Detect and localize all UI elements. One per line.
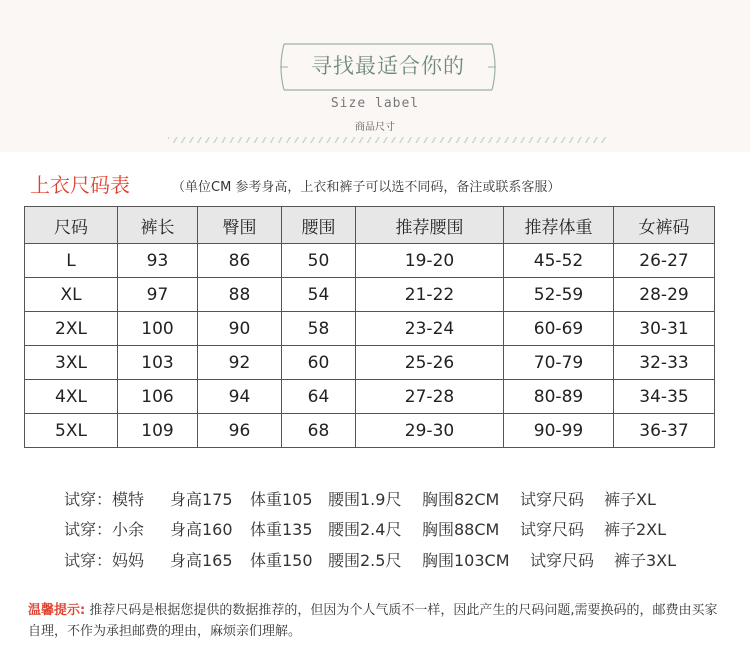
table-cell: 103	[118, 346, 198, 380]
table-cell: 80-89	[504, 380, 614, 414]
table-cell: 106	[118, 380, 198, 414]
table-cell: 100	[118, 312, 198, 346]
tryon-pants: 裤子3XL	[614, 551, 677, 570]
tryon-weight: 体重135	[250, 520, 313, 539]
header-band	[0, 0, 750, 152]
tryon-size-label: 试穿尺码	[520, 520, 585, 539]
tryon-height: 身高160	[170, 520, 233, 539]
table-cell: 88	[198, 278, 282, 312]
tryon-person: 试穿：妈妈	[64, 551, 145, 570]
tryon-height: 身高165	[170, 551, 233, 570]
table-cell: 54	[282, 278, 356, 312]
table-cell: 50	[282, 244, 356, 278]
table-cell: 60	[282, 346, 356, 380]
tryon-size-label: 试穿尺码	[530, 551, 595, 570]
size-table	[24, 206, 715, 448]
table-cell: 5XL	[25, 414, 118, 448]
table-cell: 94	[198, 380, 282, 414]
warm-tip	[28, 600, 728, 642]
table-cell: L	[25, 244, 118, 278]
table-cell: 60-69	[504, 312, 614, 346]
table-cell: 27-28	[356, 380, 504, 414]
table-cell: 36-37	[614, 414, 715, 448]
tryon-size-label: 试穿尺码	[520, 490, 585, 509]
header-waist: 腰围	[282, 207, 356, 244]
table-cell: 70-79	[504, 346, 614, 380]
table-header-row	[25, 207, 715, 244]
table-row	[25, 414, 715, 448]
header-women-size: 女裤码	[614, 207, 715, 244]
subtitle-english: Size label	[330, 96, 420, 111]
section-note: （单位CM 参考身高，上衣和裤子可以选不同码，备注或联系客服）	[172, 180, 561, 195]
header-hip: 臀围	[198, 207, 282, 244]
table-cell: 96	[198, 414, 282, 448]
header-recommended-weight: 推荐体重	[504, 207, 614, 244]
table-cell: 93	[118, 244, 198, 278]
tryon-chest: 胸围103CM	[422, 551, 510, 570]
table-cell: 68	[282, 414, 356, 448]
table-row	[25, 312, 715, 346]
table-cell: 26-27	[614, 244, 715, 278]
table-cell: 86	[198, 244, 282, 278]
table-cell: 23-24	[356, 312, 504, 346]
tryon-person: 试穿：模特	[64, 490, 145, 509]
table-cell: 29-30	[356, 414, 504, 448]
table-cell: 3XL	[25, 346, 118, 380]
hatched-divider	[168, 137, 608, 143]
table-cell: 28-29	[614, 278, 715, 312]
table-row	[25, 380, 715, 414]
tip-label: 温馨提示:	[28, 603, 86, 618]
subtitle-chinese: 商品尺寸	[355, 122, 395, 133]
table-cell: 21-22	[356, 278, 504, 312]
tryon-weight: 体重150	[250, 551, 313, 570]
section-title: 上衣尺码表	[30, 173, 130, 197]
table-cell: 58	[282, 312, 356, 346]
page-title: 寻找最适合你的	[311, 54, 465, 78]
table-cell: 4XL	[25, 380, 118, 414]
tryon-chest: 胸围82CM	[422, 490, 500, 509]
tryon-waist: 腰围2.4尺	[328, 520, 402, 539]
table-row	[25, 346, 715, 380]
table-cell: 34-35	[614, 380, 715, 414]
tryon-pants: 裤子2XL	[604, 520, 667, 539]
table-cell: 64	[282, 380, 356, 414]
tryon-chest: 胸围88CM	[422, 520, 500, 539]
table-cell: XL	[25, 278, 118, 312]
table-cell: 92	[198, 346, 282, 380]
tip-text: 推荐尺码是根据您提供的数据推荐的，但因为个人气质不一样，因此产生的尺码问题,需要换码的，邮费由买家自理，不作为承担邮费的理由，麻烦亲们理解。	[28, 603, 718, 639]
table-cell: 97	[118, 278, 198, 312]
header-size: 尺码	[25, 207, 118, 244]
header-recommended-waist: 推荐腰围	[356, 207, 504, 244]
title-frame	[278, 40, 498, 94]
table-row	[25, 278, 715, 312]
table-row	[25, 244, 715, 278]
table-cell: 45-52	[504, 244, 614, 278]
table-cell: 32-33	[614, 346, 715, 380]
table-cell: 25-26	[356, 346, 504, 380]
table-cell: 109	[118, 414, 198, 448]
header-length: 裤长	[118, 207, 198, 244]
tryon-person: 试穿：小余	[64, 520, 145, 539]
tryon-pants: 裤子XL	[604, 490, 656, 509]
tryon-waist: 腰围2.5尺	[328, 551, 402, 570]
table-cell: 90	[198, 312, 282, 346]
table-cell: 19-20	[356, 244, 504, 278]
table-cell: 30-31	[614, 312, 715, 346]
tryon-weight: 体重105	[250, 490, 313, 509]
table-cell: 52-59	[504, 278, 614, 312]
tryon-waist: 腰围1.9尺	[328, 490, 402, 509]
tryon-height: 身高175	[170, 490, 233, 509]
table-cell: 90-99	[504, 414, 614, 448]
table-cell: 2XL	[25, 312, 118, 346]
